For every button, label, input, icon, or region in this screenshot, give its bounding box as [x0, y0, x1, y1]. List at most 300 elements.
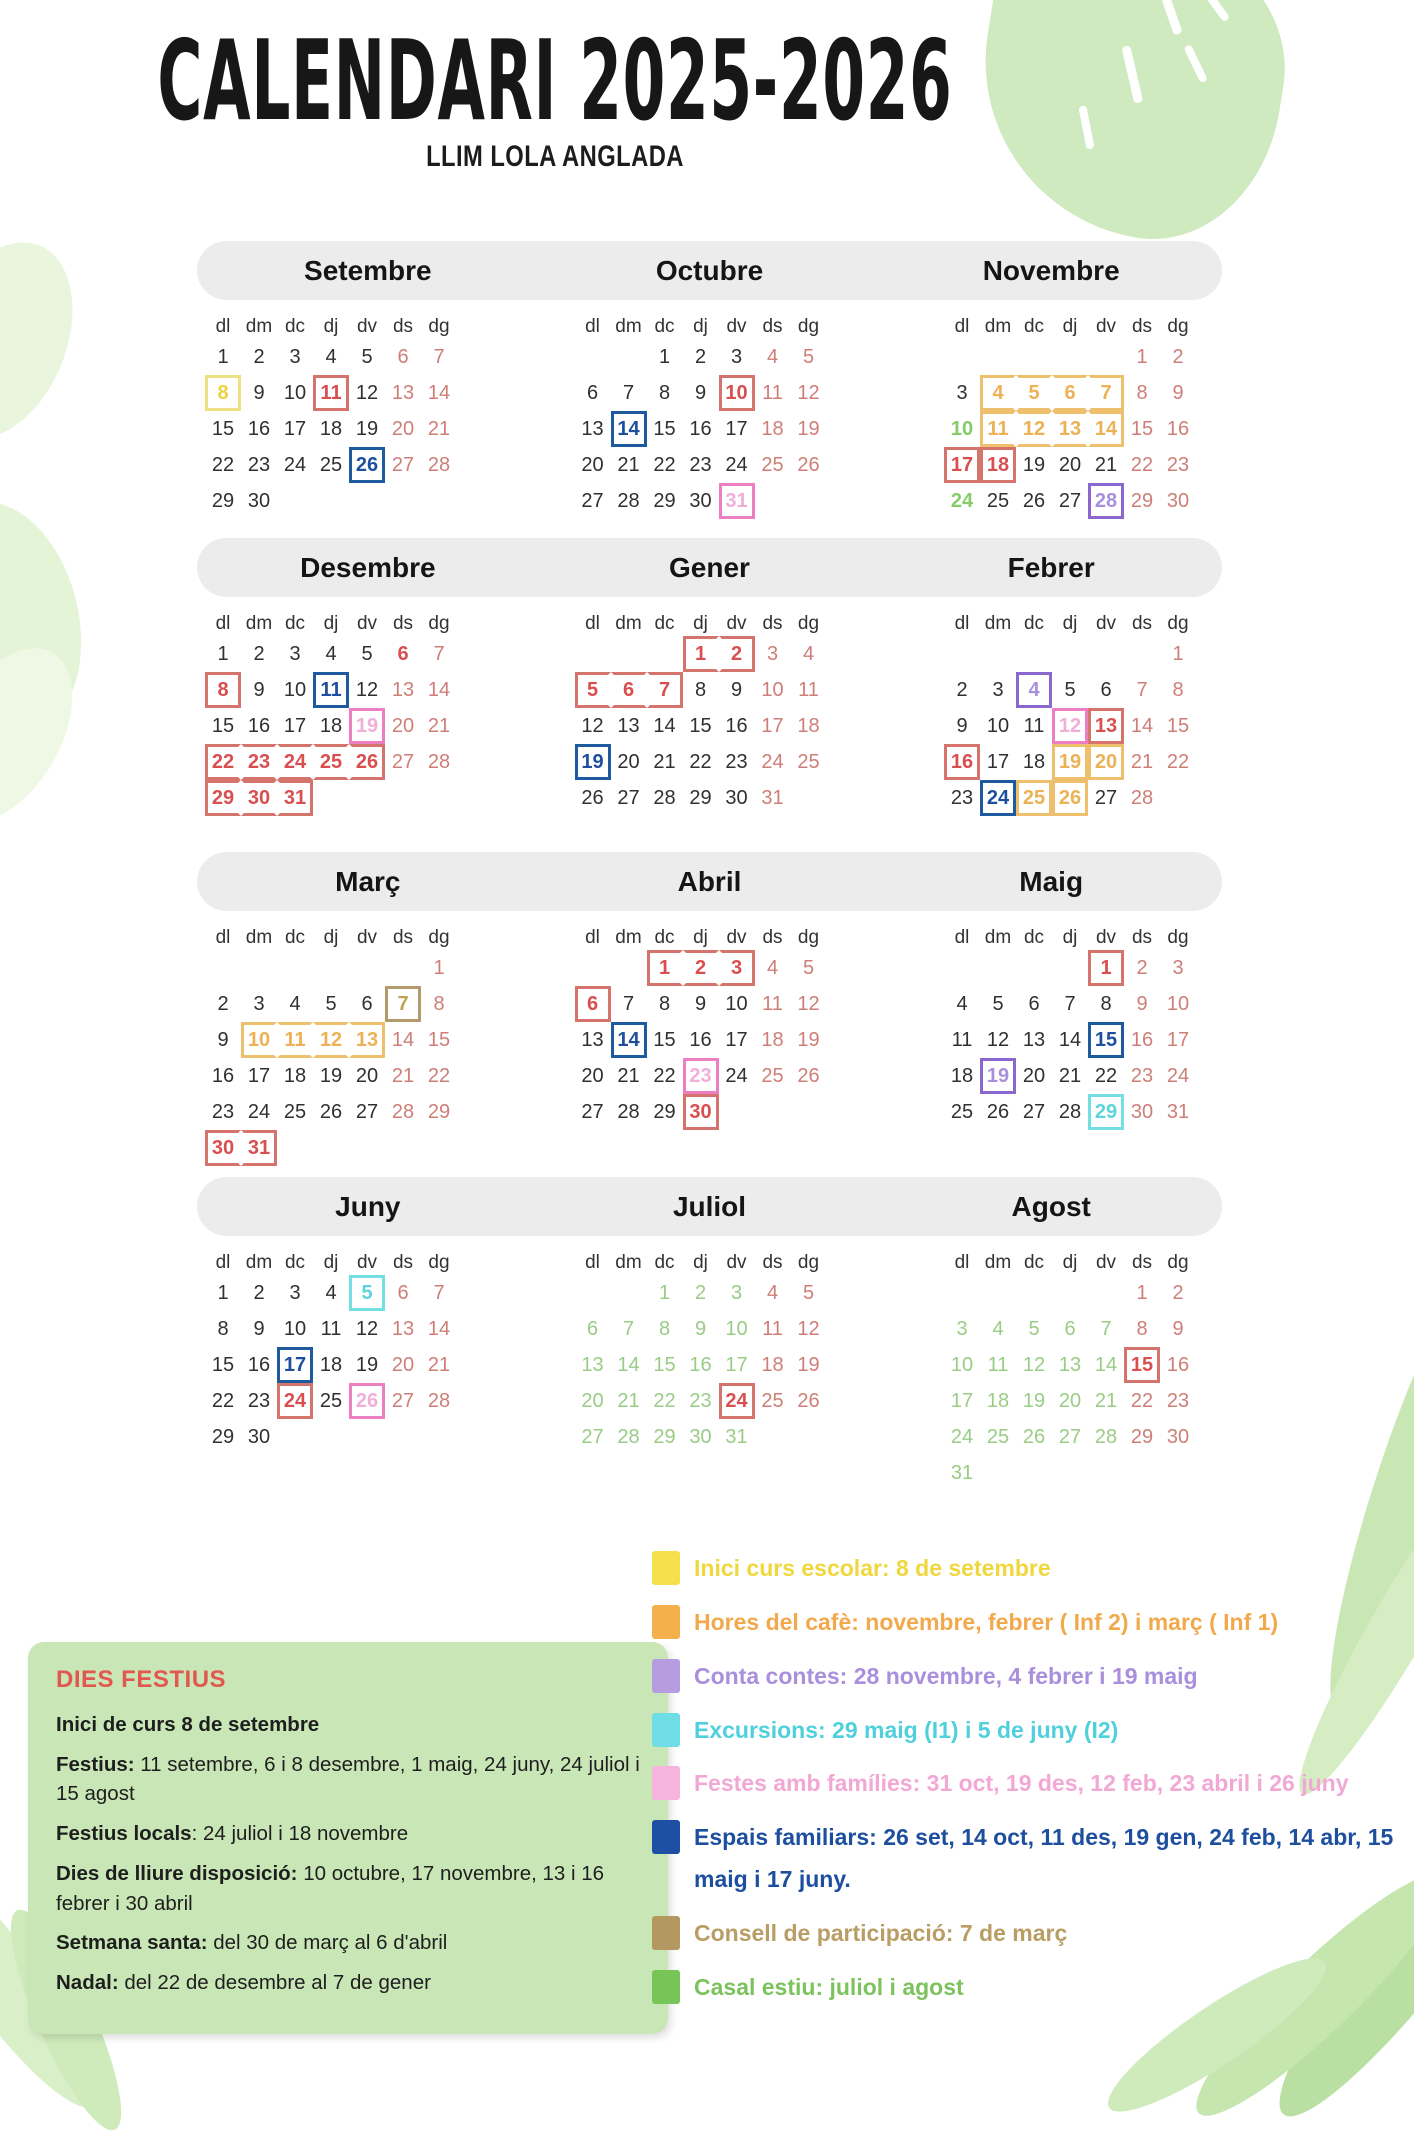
day-header-row	[944, 315, 1196, 339]
empty-cell	[755, 1094, 791, 1130]
date-cell: 10	[283, 678, 307, 701]
date-cell: 15	[653, 417, 676, 440]
date-cell: 17	[725, 417, 748, 440]
date-cell: 14	[427, 1317, 451, 1340]
day-header: dj	[1062, 613, 1078, 634]
date-cell: 10	[986, 714, 1010, 737]
date-cell: 31	[761, 786, 784, 809]
week-row	[944, 672, 1196, 708]
empty-cell	[1052, 636, 1088, 672]
month-title: Juny	[335, 1190, 401, 1222]
week-row	[575, 1094, 827, 1130]
date-cell: 26	[797, 1064, 820, 1087]
day-header: dm	[245, 927, 273, 948]
legend-item	[652, 1817, 1394, 1901]
date-cell: 14	[1130, 714, 1154, 737]
date-cell: 5	[1016, 375, 1052, 411]
date-cell: 12	[986, 1028, 1010, 1051]
week-row	[944, 950, 1196, 986]
day-header: dm	[984, 613, 1012, 634]
date-cell: 30	[689, 489, 712, 512]
leaf-decoration-left	[0, 625, 100, 845]
empty-cell	[647, 636, 683, 672]
day-header: dg	[797, 316, 820, 337]
day-header: dm	[615, 927, 642, 948]
date-cell: 31	[277, 780, 313, 816]
date-cell: 3	[289, 642, 301, 665]
date-cell: 28	[1130, 786, 1154, 809]
date-cell: 11	[798, 678, 819, 701]
date-cell: 8	[1136, 1317, 1148, 1340]
day-header: dg	[428, 316, 450, 337]
festius-line	[56, 1819, 640, 1849]
date-cell: 5	[1064, 678, 1076, 701]
empty-cell	[1160, 780, 1196, 816]
day-header: dj	[693, 1252, 708, 1273]
date-cell: 6	[1028, 992, 1040, 1015]
month-octubre	[575, 315, 827, 519]
date-cell: 8	[433, 992, 445, 1015]
date-cell: 4	[980, 375, 1016, 411]
empty-cell	[944, 950, 980, 986]
festius-line	[56, 1750, 640, 1809]
date-cell: 3	[766, 642, 779, 665]
date-cell: 31	[719, 483, 755, 519]
empty-cell	[575, 339, 611, 375]
empty-cell	[349, 1130, 385, 1166]
date-cell: 30	[1166, 1425, 1190, 1448]
festius-line-label: Nadal:	[56, 1971, 119, 1995]
week-row	[575, 780, 827, 816]
date-cell: 16	[689, 1028, 712, 1051]
week-row	[575, 636, 827, 672]
day-header: dl	[215, 1252, 231, 1273]
date-cell: 12	[313, 1022, 349, 1058]
date-cell: 18	[319, 417, 343, 440]
month-header-bar	[197, 852, 1222, 911]
day-header: ds	[1131, 316, 1153, 337]
empty-cell	[1124, 1455, 1160, 1491]
date-cell: 16	[725, 714, 748, 737]
empty-cell	[1052, 339, 1088, 375]
date-cell: 24	[950, 489, 974, 512]
empty-cell	[980, 636, 1016, 672]
date-cell: 14	[1094, 1353, 1118, 1376]
legend-item	[652, 1602, 1394, 1644]
week-row	[205, 986, 457, 1022]
date-cell: 27	[1058, 489, 1082, 512]
date-cell: 23	[725, 750, 748, 773]
date-cell: 21	[1058, 1064, 1082, 1087]
empty-cell	[575, 1275, 611, 1311]
day-header: dc	[284, 613, 306, 634]
date-cell: 22	[653, 1064, 676, 1087]
week-row	[944, 1022, 1196, 1058]
legend-item	[652, 1913, 1394, 1955]
day-header: dv	[356, 316, 378, 337]
legend-item	[652, 1967, 1394, 2009]
date-cell: 15	[689, 714, 712, 737]
date-cell: 9	[694, 1317, 707, 1340]
date-cell: 7	[622, 381, 635, 404]
month-maig	[944, 926, 1196, 1166]
day-header: dg	[1167, 1252, 1189, 1273]
empty-cell	[791, 483, 827, 519]
date-cell: 18	[319, 714, 343, 737]
date-cell: 2	[1172, 1281, 1184, 1304]
day-header: dm	[245, 613, 273, 634]
legend-label: Hores del cafè: novembre, febrer ( Inf 2) i març ( Inf 1)	[694, 1608, 1279, 1635]
date-cell: 3	[289, 345, 301, 368]
festius-line-label: Dies de lliure disposició:	[56, 1861, 298, 1885]
date-cell: 26	[797, 1389, 820, 1412]
date-cell: 20	[391, 714, 415, 737]
empty-cell	[349, 780, 385, 816]
date-cell: 14	[1088, 411, 1124, 447]
date-cell: 19	[319, 1064, 343, 1087]
legend-swatch	[652, 1605, 680, 1639]
date-cell: 19	[1022, 1389, 1046, 1412]
date-cell: 10	[1166, 992, 1190, 1015]
month-title: Novembre	[982, 254, 1120, 286]
week-row	[205, 375, 457, 411]
month-title: Desembre	[300, 551, 436, 583]
leaf-vein-mark	[1121, 45, 1143, 104]
date-cell: 27	[391, 453, 415, 476]
day-header: dv	[1095, 1252, 1117, 1273]
date-cell: 1	[658, 345, 671, 368]
day-header: dl	[215, 613, 231, 634]
date-cell: 20	[581, 453, 604, 476]
date-cell: 25	[319, 453, 343, 476]
empty-cell	[611, 636, 647, 672]
date-cell: 30	[1130, 1100, 1154, 1123]
week-row	[205, 780, 457, 816]
week-row	[575, 1058, 827, 1094]
date-cell: 14	[611, 411, 647, 447]
date-cell: 9	[1172, 381, 1184, 404]
date-cell: 14	[427, 381, 451, 404]
month-agost	[944, 1251, 1196, 1491]
day-header-row	[944, 1251, 1196, 1275]
calendar-row	[197, 241, 1222, 519]
month-title: Gener	[669, 551, 750, 583]
month-febrer	[944, 612, 1196, 816]
date-cell: 7	[433, 345, 445, 368]
date-cell: 26	[986, 1100, 1010, 1123]
day-header: ds	[392, 613, 414, 634]
date-cell: 30	[205, 1130, 241, 1166]
day-header: dg	[1167, 613, 1189, 634]
date-cell: 19	[355, 1353, 379, 1376]
festius-line-text: del 22 de desembre al 7 de gener	[118, 1971, 431, 1995]
date-cell: 6	[586, 1317, 599, 1340]
month-novembre	[944, 315, 1196, 519]
date-cell: 28	[1088, 483, 1124, 519]
date-cell: 9	[1136, 992, 1148, 1015]
date-cell: 8	[205, 375, 241, 411]
date-cell: 13	[391, 678, 415, 701]
day-header: dc	[1023, 1252, 1045, 1273]
date-cell: 4	[766, 956, 779, 979]
date-cell: 27	[355, 1100, 379, 1123]
date-cell: 6	[1052, 375, 1088, 411]
day-header: dc	[1023, 613, 1045, 634]
date-cell: 13	[349, 1022, 385, 1058]
empty-cell	[1052, 1275, 1088, 1311]
date-cell: 30	[683, 1094, 719, 1130]
date-cell: 16	[1166, 1353, 1190, 1376]
date-cell: 3	[289, 1281, 301, 1304]
date-cell: 16	[247, 1353, 271, 1376]
date-cell: 7	[622, 1317, 635, 1340]
date-cell: 9	[217, 1028, 229, 1051]
day-header: dv	[1095, 613, 1117, 634]
date-cell: 7	[433, 642, 445, 665]
date-cell: 4	[325, 1281, 337, 1304]
date-cell: 14	[427, 678, 451, 701]
date-cell: 10	[725, 1317, 748, 1340]
date-cell: 26	[581, 786, 604, 809]
festius-line-text: : 24 juliol i 18 novembre	[191, 1822, 409, 1846]
date-cell: 30	[689, 1425, 712, 1448]
week-row	[205, 1130, 457, 1166]
date-cell: 11	[987, 1353, 1009, 1376]
legend-swatch	[652, 1820, 680, 1854]
festius-line	[56, 1928, 640, 1958]
date-cell: 20	[1058, 1389, 1082, 1412]
date-cell: 21	[617, 453, 640, 476]
empty-cell	[1160, 1455, 1196, 1491]
date-cell: 19	[797, 1353, 820, 1376]
date-cell: 17	[1166, 1028, 1190, 1051]
day-header-row	[205, 1251, 457, 1275]
date-cell: 21	[1130, 750, 1154, 773]
week-row	[575, 1275, 827, 1311]
week-row	[575, 375, 827, 411]
day-header: dc	[284, 1252, 306, 1273]
date-cell: 15	[1088, 1022, 1124, 1058]
date-cell: 28	[617, 1100, 640, 1123]
date-cell: 10	[283, 381, 307, 404]
week-row	[205, 483, 457, 519]
empty-cell	[349, 1419, 385, 1455]
date-cell: 29	[689, 786, 712, 809]
day-header: dg	[797, 1252, 820, 1273]
date-cell: 2	[719, 636, 755, 672]
date-cell: 6	[575, 986, 611, 1022]
day-header: dj	[1062, 316, 1078, 337]
empty-cell	[385, 950, 421, 986]
legend-item	[652, 1710, 1394, 1752]
day-header: dg	[797, 927, 820, 948]
date-cell: 24	[761, 750, 784, 773]
empty-cell	[313, 1419, 349, 1455]
date-cell: 27	[391, 1389, 415, 1412]
date-cell: 29	[1130, 1425, 1154, 1448]
legend-label: Festes amb famílies: 31 oct, 19 des, 12 feb, 23 abril i 26 juny	[694, 1770, 1349, 1797]
day-header: dl	[954, 1252, 970, 1273]
date-cell: 23	[247, 453, 271, 476]
date-cell: 7	[433, 1281, 445, 1304]
date-cell: 25	[761, 1389, 784, 1412]
date-cell: 28	[653, 786, 676, 809]
day-header: ds	[392, 1252, 414, 1273]
day-header: ds	[392, 316, 414, 337]
date-cell: 18	[1022, 750, 1046, 773]
date-cell: 30	[247, 489, 271, 512]
day-header-row	[944, 926, 1196, 950]
date-cell: 27	[581, 1425, 604, 1448]
empty-cell	[1016, 1275, 1052, 1311]
date-cell: 29	[653, 1425, 676, 1448]
page-title: CALENDARI 2025-2026	[157, 16, 953, 146]
date-cell: 12	[355, 678, 379, 701]
date-cell: 28	[427, 1389, 451, 1412]
date-cell: 1	[217, 345, 229, 368]
date-cell: 22	[211, 453, 235, 476]
empty-cell	[277, 483, 313, 519]
day-header-row	[575, 612, 827, 636]
leaf-vein-mark	[1204, 0, 1230, 22]
week-row	[944, 1455, 1196, 1491]
date-cell: 16	[1166, 417, 1190, 440]
day-header: ds	[762, 1252, 783, 1273]
date-cell: 11	[313, 672, 349, 708]
day-header: ds	[762, 927, 783, 948]
month-header-bar	[197, 1177, 1222, 1236]
date-cell: 5	[992, 992, 1004, 1015]
date-cell: 3	[992, 678, 1004, 701]
date-cell: 10	[725, 992, 748, 1015]
legend-label: Inici curs escolar: 8 de setembre	[694, 1555, 1051, 1581]
date-cell: 2	[683, 950, 719, 986]
date-cell: 17	[725, 1353, 748, 1376]
date-cell: 5	[802, 956, 815, 979]
empty-cell	[980, 1455, 1016, 1491]
date-cell: 5	[802, 345, 815, 368]
date-cell: 9	[956, 714, 968, 737]
week-row	[205, 1347, 457, 1383]
date-cell: 29	[653, 489, 676, 512]
day-header: dm	[245, 316, 273, 337]
date-cell: 25	[319, 1389, 343, 1412]
week-row	[205, 411, 457, 447]
date-cell: 25	[1016, 780, 1052, 816]
day-header-row	[205, 612, 457, 636]
date-cell: 29	[653, 1100, 676, 1123]
week-row	[205, 1022, 457, 1058]
date-cell: 14	[1058, 1028, 1082, 1051]
date-cell: 12	[1052, 708, 1088, 744]
date-cell: 31	[725, 1425, 748, 1448]
date-cell: 4	[289, 992, 301, 1015]
date-cell: 24	[1166, 1064, 1190, 1087]
empty-cell	[791, 1094, 827, 1130]
month-març	[205, 926, 457, 1166]
empty-cell	[575, 950, 611, 986]
festius-line-text: 11 setembre, 6 i 8 desembre, 1 maig, 24 juny, 24 juliol i 15 agost	[56, 1752, 640, 1806]
date-cell: 9	[1172, 1317, 1184, 1340]
date-cell: 8	[1100, 992, 1112, 1015]
date-cell: 15	[211, 1353, 235, 1376]
date-cell: 2	[694, 1281, 707, 1304]
date-cell: 8	[658, 1317, 671, 1340]
date-cell: 3	[956, 1317, 968, 1340]
date-cell: 24	[247, 1100, 271, 1123]
date-cell: 3	[730, 1281, 743, 1304]
empty-cell	[277, 950, 313, 986]
week-row	[944, 447, 1196, 483]
day-header: dv	[356, 927, 378, 948]
date-cell: 21	[617, 1389, 640, 1412]
day-header-row	[205, 926, 457, 950]
date-cell: 7	[1088, 375, 1124, 411]
date-cell: 3	[1172, 956, 1184, 979]
date-cell: 19	[980, 1058, 1016, 1094]
date-cell: 2	[1172, 345, 1184, 368]
week-row	[205, 1311, 457, 1347]
date-cell: 22	[1130, 1389, 1154, 1412]
empty-cell	[575, 636, 611, 672]
date-cell: 28	[427, 750, 451, 773]
date-cell: 20	[355, 1064, 379, 1087]
date-cell: 3	[253, 992, 265, 1015]
date-cell: 28	[1094, 1425, 1118, 1448]
date-cell: 15	[653, 1028, 676, 1051]
date-cell: 18	[761, 417, 784, 440]
date-cell: 24	[277, 744, 313, 780]
date-cell: 27	[1058, 1425, 1082, 1448]
date-cell: 20	[1058, 453, 1082, 476]
date-cell: 1	[683, 636, 719, 672]
date-cell: 6	[1064, 1317, 1076, 1340]
date-cell: 13	[1088, 708, 1124, 744]
legend-item	[652, 1548, 1394, 1590]
empty-cell	[1016, 1455, 1052, 1491]
date-cell: 17	[283, 714, 307, 737]
date-cell: 17	[283, 417, 307, 440]
date-cell: 13	[617, 714, 640, 737]
day-header: dc	[654, 316, 675, 337]
empty-cell	[611, 1275, 647, 1311]
day-header: dc	[654, 927, 675, 948]
month-abril	[575, 926, 827, 1166]
week-row	[944, 483, 1196, 519]
date-cell: 22	[1094, 1064, 1118, 1087]
calendar-row	[197, 538, 1222, 816]
week-row	[944, 1383, 1196, 1419]
empty-cell	[349, 950, 385, 986]
empty-cell	[421, 1419, 457, 1455]
week-row	[575, 483, 827, 519]
date-cell: 18	[986, 1389, 1010, 1412]
date-cell: 9	[694, 992, 707, 1015]
date-cell: 17	[761, 714, 784, 737]
day-header: dl	[215, 316, 231, 337]
date-cell: 27	[617, 786, 640, 809]
date-cell: 18	[980, 447, 1016, 483]
empty-cell	[277, 1419, 313, 1455]
week-row	[575, 672, 827, 708]
date-cell: 23	[1130, 1064, 1154, 1087]
date-cell: 26	[349, 744, 385, 780]
date-cell: 20	[1022, 1064, 1046, 1087]
empty-cell	[1016, 339, 1052, 375]
day-header: dl	[585, 613, 600, 634]
date-cell: 12	[581, 714, 604, 737]
week-row	[205, 744, 457, 780]
